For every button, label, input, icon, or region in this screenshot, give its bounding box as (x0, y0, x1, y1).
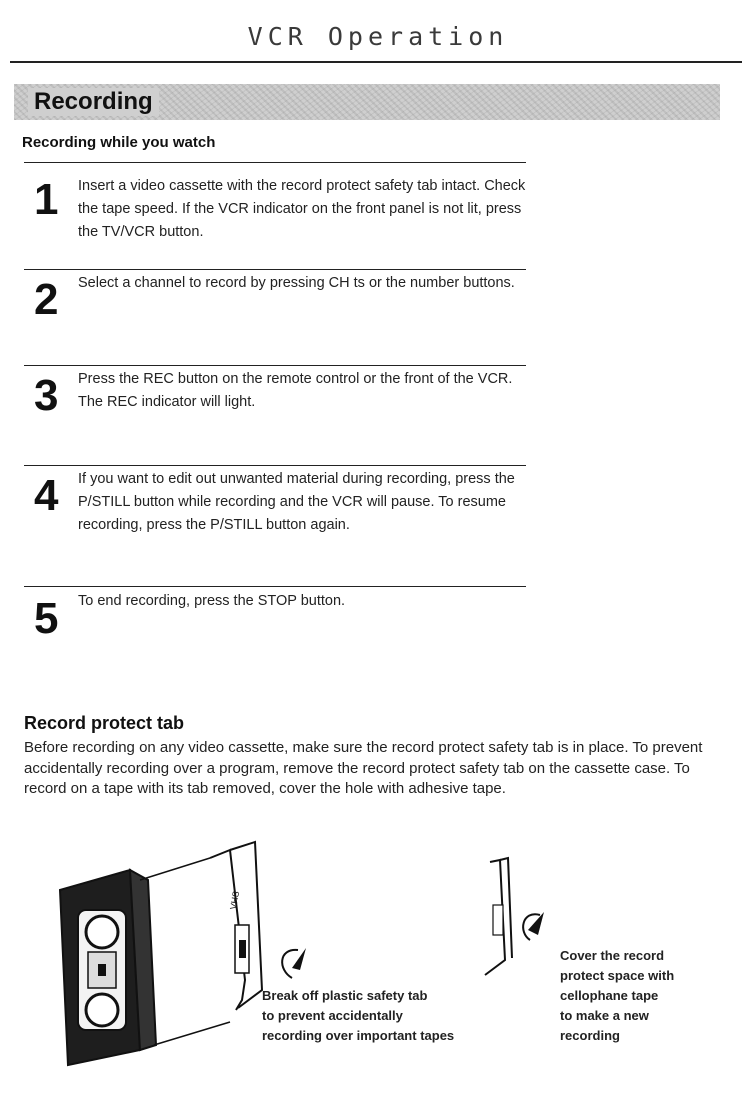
step-rule (24, 465, 526, 466)
step-number: 4 (34, 471, 59, 520)
page-header-title: VCR Operation (247, 22, 509, 51)
record-protect-title: Record protect tab (24, 713, 185, 733)
record-protect-body: Before recording on any video cassette, make sure the record protect safety tab is in place. To prevent accidentally recording over a program, remove the record protect safety tab on the cassette case. To record on a tape with its tab removed, cover the hole with adhesive tape. (24, 739, 703, 797)
step-rule (24, 365, 526, 366)
vhs-logo-icon: VHS (228, 890, 242, 911)
step-rule (24, 269, 526, 270)
step-text: Press the REC button on the remote control or the front of the VCR. The REC indicator will light. (78, 371, 513, 410)
subheading: Recording while you watch (22, 134, 216, 151)
step-number: 1 (34, 175, 59, 224)
cassette-edge-closeup (210, 842, 262, 1010)
step-text: Insert a video cassette with the record protect safety tab intact. Check the tape speed. If the VCR indicator on the front panel is not lit, press the TV/VCR button. (78, 178, 526, 240)
caption-break-tab: Break off plastic safety tab to prevent accidentally recording over important tapes (262, 988, 455, 1043)
step-rule (24, 162, 526, 163)
vhs-cassette-icon (60, 870, 156, 1065)
cassette-edge-taped (485, 858, 512, 975)
step-number: 5 (34, 594, 59, 643)
step-number: 3 (34, 371, 59, 420)
step-text: Select a channel to record by pressing CH ts or the number buttons. (78, 275, 515, 291)
step-text: To end recording, press the STOP button. (78, 593, 346, 609)
step-text: If you want to edit out unwanted material during recording, press the P/STILL button while recording and the VCR will pause. To resume recording, press the P/STILL button again. (78, 471, 515, 533)
caption-cover-tape: Cover the record protect space with cellophane tape to make a new recording (560, 948, 675, 1043)
header-rule (10, 61, 742, 63)
step-number: 2 (34, 275, 59, 324)
section-title: Recording (28, 88, 159, 116)
step-rule (24, 586, 526, 587)
